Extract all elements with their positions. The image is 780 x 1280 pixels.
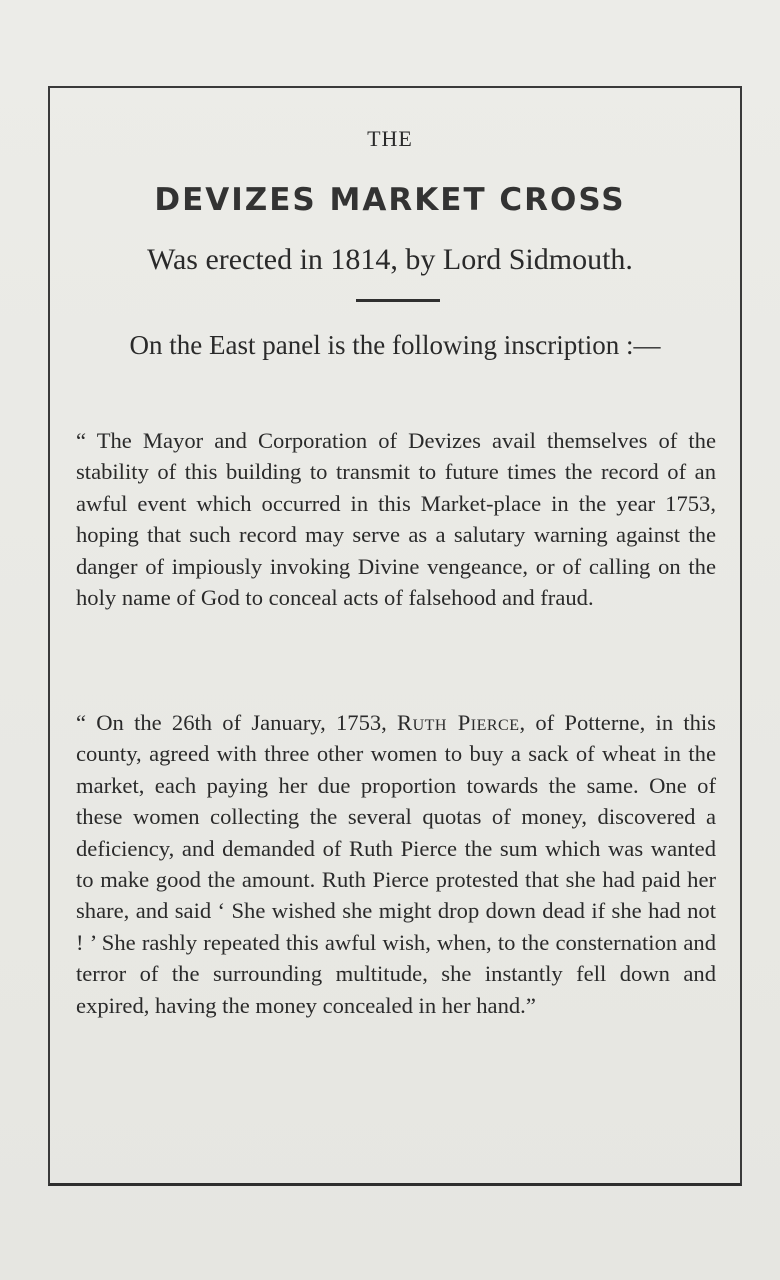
name-ruth-pierce: Ruth Pierce [397,710,520,735]
divider-rule [356,299,440,302]
paragraph-2-rest: , of Potterne, in this county, agreed with three other women to buy a sack of wheat in the market, each paying her due proportion towards the same. One of these women collecting the several quotas of money, discovered a deficiency, and demanded of Ruth Pierce the sum which was wanted to make good the amount. Ruth Pierce protested that she had paid her share, and said ‘ She wished she might drop down dead if she had not ! ’ She rashly repeated this awful wish, when, to the consternation and terror of the surrounding multitude, she instantly fell down and expired, having the money concealed in her hand.” [76,710,716,1018]
inscription-paragraph-2 [76,707,716,1021]
heading-the: THE [367,126,413,151]
paragraph-2-lead: “ On the 26th of January, 1753, [76,710,398,735]
inscription-paragraph-1 [76,425,716,613]
intro-text: On the East panel is the following inscription :— [129,330,661,360]
subtitle: Was erected in 1814, by Lord Sidmouth. [147,243,633,276]
paragraph-1-text: “ The Mayor and Corporation of Devizes avail themselves of the stability of this building to transmit to future times the record of an awful event which occurred in this Market-place in the year 1753, hoping that such record may serve as a salutary warning against the danger of impiously invoking Divine vengeance, or of calling on the holy name of God to conceal acts of falsehood and fraud. [76,428,716,611]
page-title: DEVIZES MARKET CROSS [154,182,626,218]
